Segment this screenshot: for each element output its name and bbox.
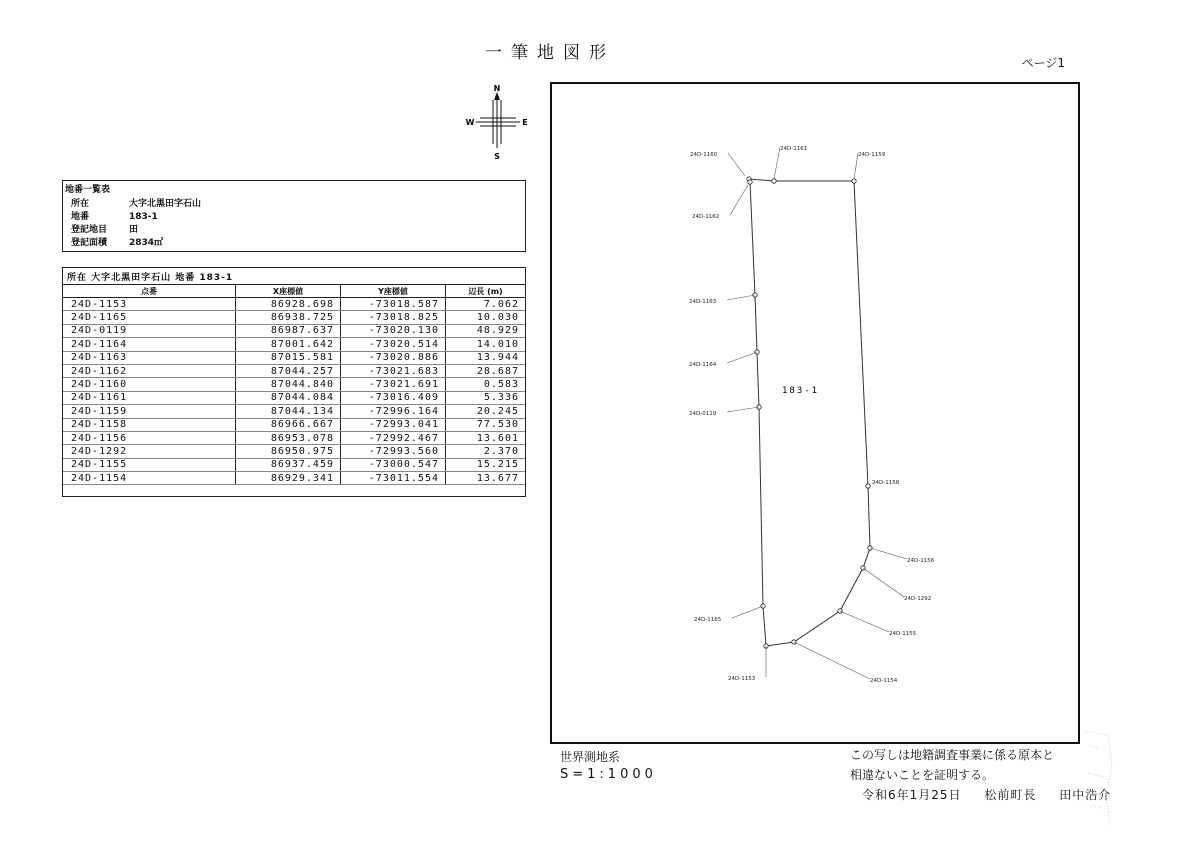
survey-point-marker	[748, 180, 752, 184]
x-coordinate-cell: 87001.642	[236, 338, 341, 351]
survey-point-label: 24D-1156	[907, 558, 935, 564]
certification-text-line1: この写しは地籍調査事業に係る原本と	[850, 748, 1055, 762]
survey-point-label: 24D-1161	[780, 146, 808, 152]
survey-point-label: 24D-1160	[690, 152, 718, 158]
y-coordinate-cell: -73020.886	[341, 351, 446, 364]
table-row	[63, 324, 525, 337]
geodetic-system-label: 世界測地系	[560, 750, 621, 764]
y-coordinate-cell: -73021.691	[341, 378, 446, 391]
survey-point-marker	[852, 179, 856, 183]
parcel-number-label: 183-1	[782, 386, 820, 396]
y-coordinate-cell: -73020.514	[341, 338, 446, 351]
y-coordinate-cell: -72993.560	[341, 445, 446, 458]
label-leader-line	[727, 295, 755, 300]
table-row	[63, 405, 525, 418]
x-coordinate-cell: 86950.975	[236, 445, 341, 458]
compass-e: E	[522, 118, 528, 127]
compass-s: S	[494, 152, 500, 161]
point-id-cell: 24D-1162	[63, 364, 236, 377]
table-row	[63, 311, 525, 324]
summary-row-lot-number: 地番 183-1	[71, 212, 158, 222]
x-coordinate-cell: 86987.637	[236, 324, 341, 337]
table-header-row	[63, 285, 525, 298]
side-length-cell: 13.601	[446, 431, 526, 444]
label-leader-line	[870, 548, 907, 559]
label-leader-line	[794, 642, 870, 679]
y-coordinate-cell: -73011.554	[341, 472, 446, 485]
summary-row-area: 登記面積 2834㎡	[71, 238, 164, 248]
table-row	[63, 364, 525, 377]
point-id-cell: 24D-1292	[63, 445, 236, 458]
summary-title: 地番一覧表	[65, 185, 111, 195]
point-id-cell: 24D-1160	[63, 378, 236, 391]
y-coordinate-cell: -73000.547	[341, 458, 446, 471]
x-coordinate-cell: 87044.257	[236, 364, 341, 377]
point-id-cell: 24D-1161	[63, 391, 236, 404]
y-coordinate-cell: -73018.587	[341, 298, 446, 311]
label-leader-line	[732, 606, 763, 618]
document-title: 一筆地図形	[485, 43, 615, 63]
column-header: 点番	[63, 285, 236, 298]
table-row	[63, 431, 525, 444]
x-coordinate-cell: 87015.581	[236, 351, 341, 364]
point-id-cell: 24D-1153	[63, 298, 236, 311]
compass-w: W	[465, 118, 475, 127]
parcel-map	[550, 82, 1080, 744]
survey-point-label: 24D-1162	[692, 214, 720, 220]
x-coordinate-cell: 86953.078	[236, 431, 341, 444]
summary-row-location: 所在 大字北黒田字石山	[71, 199, 202, 209]
point-id-cell: 24D-1163	[63, 351, 236, 364]
table-row	[63, 418, 525, 431]
x-coordinate-cell: 86938.725	[236, 311, 341, 324]
table-row	[63, 472, 525, 485]
survey-point-label: 24D-1155	[889, 631, 917, 637]
label-leader-line	[730, 185, 748, 215]
x-coordinate-cell: 86937.459	[236, 458, 341, 471]
certification-date: 令和6年1月25日	[862, 788, 962, 802]
lot-summary-box	[62, 180, 526, 252]
table-row	[63, 391, 525, 404]
side-length-cell: 5.336	[446, 391, 526, 404]
side-length-cell: 0.583	[446, 378, 526, 391]
table-row	[63, 338, 525, 351]
scale-label: S=1:1000	[560, 767, 657, 782]
y-coordinate-cell: -72993.041	[341, 418, 446, 431]
page-number: ページ1	[1021, 56, 1065, 70]
column-header: 辺長 (m)	[446, 285, 526, 298]
x-coordinate-cell: 86966.667	[236, 418, 341, 431]
table-row	[63, 458, 525, 471]
x-coordinate-cell: 86929.341	[236, 472, 341, 485]
survey-point-label: 24D-1163	[689, 299, 717, 305]
side-length-cell: 20.245	[446, 405, 526, 418]
survey-point-label: 24D-1153	[728, 676, 756, 682]
label-leader-line	[840, 611, 889, 632]
x-coordinate-cell: 87044.084	[236, 391, 341, 404]
label-leader-line	[727, 352, 757, 363]
certification-text-line2: 相違ないことを証明する。	[850, 768, 995, 782]
summary-row-land-category: 登記地目 田	[71, 225, 139, 235]
point-id-cell: 24D-1154	[63, 472, 236, 485]
y-coordinate-cell: -73020.130	[341, 324, 446, 337]
label-leader-line	[728, 153, 745, 176]
side-length-cell: 2.370	[446, 445, 526, 458]
column-header: Y座標値	[341, 285, 446, 298]
table-row	[63, 351, 525, 364]
survey-point-marker	[772, 179, 776, 183]
certifier-name: 田中浩介	[1059, 788, 1112, 802]
parcel-boundary	[749, 179, 870, 646]
y-coordinate-cell: -73021.683	[341, 364, 446, 377]
seal-stamp-mark	[1078, 725, 1118, 835]
point-id-cell: 24D-1158	[63, 418, 236, 431]
point-id-cell: 24D-1164	[63, 338, 236, 351]
table-row	[63, 378, 525, 391]
point-id-cell: 24D-1165	[63, 311, 236, 324]
compass-icon	[462, 82, 532, 162]
x-coordinate-cell: 87044.840	[236, 378, 341, 391]
side-length-cell: 28.687	[446, 364, 526, 377]
survey-point-label: 24D-0119	[689, 411, 717, 417]
label-leader-line	[727, 407, 759, 412]
table-row	[63, 298, 525, 311]
side-length-cell: 13.944	[446, 351, 526, 364]
survey-point-label: 24D-1292	[904, 596, 932, 602]
side-length-cell: 10.030	[446, 311, 526, 324]
point-id-cell: 24D-1159	[63, 405, 236, 418]
y-coordinate-cell: -73016.409	[341, 391, 446, 404]
side-length-cell: 48.929	[446, 324, 526, 337]
parcel-map-canvas	[552, 84, 1078, 742]
column-header: X座標値	[236, 285, 341, 298]
side-length-cell: 13.677	[446, 472, 526, 485]
point-id-cell: 24D-1156	[63, 431, 236, 444]
survey-point-marker	[866, 484, 870, 488]
coordinate-table-box	[62, 267, 526, 497]
point-id-cell: 24D-1155	[63, 458, 236, 471]
y-coordinate-cell: -73018.825	[341, 311, 446, 324]
survey-point-label: 24D-1165	[694, 617, 722, 623]
coordinate-table	[63, 284, 525, 485]
certifying-office: 松前町長	[984, 788, 1037, 802]
survey-point-label: 24D-1159	[858, 152, 886, 158]
side-length-cell: 7.062	[446, 298, 526, 311]
survey-point-label: 24D-1154	[870, 678, 898, 684]
y-coordinate-cell: -72992.467	[341, 431, 446, 444]
side-length-cell: 77.530	[446, 418, 526, 431]
x-coordinate-cell: 87044.134	[236, 405, 341, 418]
table-row	[63, 445, 525, 458]
survey-point-label: 24D-1158	[872, 480, 900, 486]
y-coordinate-cell: -72996.164	[341, 405, 446, 418]
point-id-cell: 24D-0119	[63, 324, 236, 337]
label-leader-line	[863, 568, 904, 597]
coordinate-table-heading: 所在 大字北黒田字石山 地番 183-1	[67, 273, 234, 283]
compass-n: N	[493, 84, 501, 93]
survey-point-label: 24D-1164	[689, 362, 717, 368]
side-length-cell: 15.215	[446, 458, 526, 471]
side-length-cell: 14.010	[446, 338, 526, 351]
x-coordinate-cell: 86928.698	[236, 298, 341, 311]
